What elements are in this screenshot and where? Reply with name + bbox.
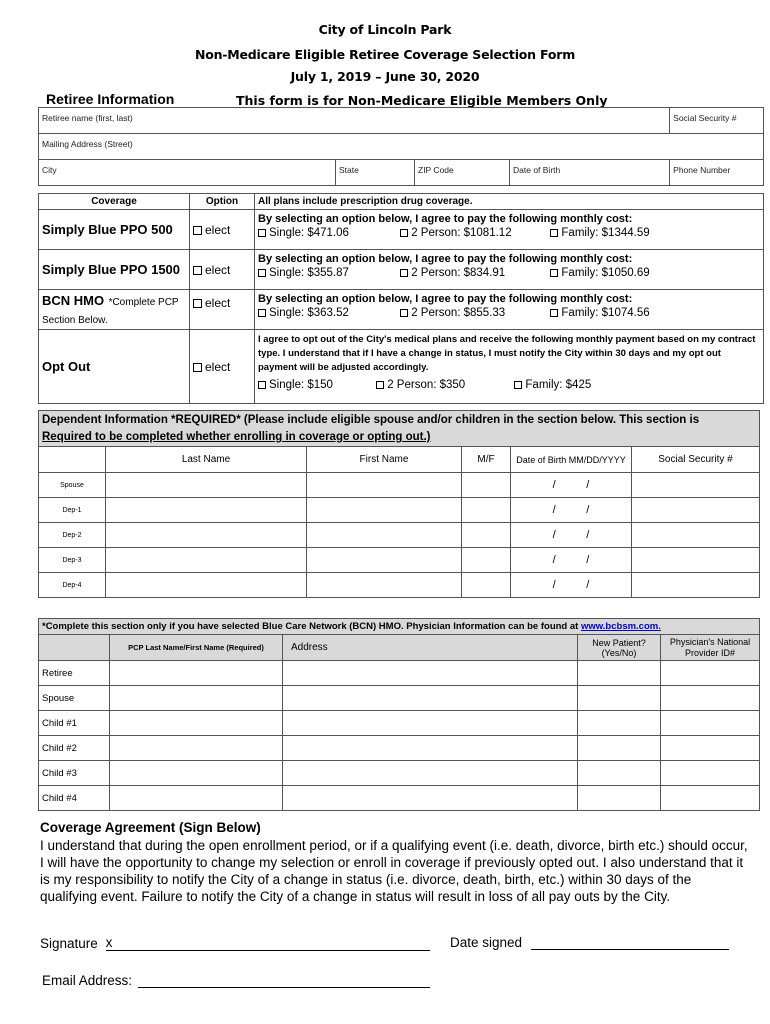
single-checkbox[interactable] — [258, 229, 266, 237]
family-checkbox[interactable] — [550, 229, 558, 237]
members-only-notice: This form is for Non-Medicare Eligible Members Only — [236, 93, 608, 108]
first-name-cell[interactable] — [307, 573, 462, 598]
row-label: Child #4 — [39, 786, 110, 811]
plan-name: Simply Blue PPO 500 — [42, 221, 173, 237]
pcp-name-cell[interactable] — [110, 711, 283, 736]
mf-cell[interactable] — [462, 548, 511, 573]
ssn-label: Social Security # — [673, 113, 737, 123]
date-signed-row — [450, 935, 729, 950]
dependent-row — [39, 473, 760, 498]
plan-row-ppo1500 — [39, 250, 764, 290]
last-name-cell[interactable] — [106, 498, 307, 523]
signature-row — [40, 935, 430, 951]
retiree-section-title: Retiree Information — [46, 91, 175, 107]
dependent-section-title — [39, 411, 760, 447]
email-label: Email Address: — [42, 973, 133, 988]
single-payment: Single: $150 — [269, 379, 333, 391]
elect-label: elect — [205, 262, 231, 277]
dob-cell[interactable]: / / — [511, 523, 632, 548]
first-name-cell[interactable] — [307, 473, 462, 498]
coverage-col-header: Coverage — [39, 194, 190, 210]
dependent-title-line2: Required to be completed whether enrolling in coverage or opting out.) — [42, 431, 431, 443]
checkbox-icon[interactable] — [193, 266, 202, 275]
plan-row-ppo500 — [39, 210, 764, 250]
family-payment: Family: $425 — [525, 379, 592, 391]
state-label: State — [339, 165, 359, 175]
first-name-header: First Name — [307, 447, 462, 473]
pcp-row — [39, 711, 760, 736]
row-label: Dep-1 — [39, 498, 106, 523]
row-label: Retiree — [39, 661, 110, 686]
row-label: Dep-2 — [39, 523, 106, 548]
last-name-cell[interactable] — [106, 523, 307, 548]
agreement-title: Coverage Agreement (Sign Below) — [40, 820, 261, 835]
pcp-address-cell[interactable] — [283, 711, 578, 736]
last-name-cell[interactable] — [106, 473, 307, 498]
new-patient-cell[interactable] — [578, 686, 661, 711]
elect-opt-out[interactable] — [190, 330, 255, 404]
new-patient-cell[interactable] — [578, 761, 661, 786]
pcp-row — [39, 786, 760, 811]
pcp-row — [39, 661, 760, 686]
npi-cell[interactable] — [661, 786, 760, 811]
dependent-row — [39, 498, 760, 523]
new-patient-header: New Patient? (Yes/No) — [578, 635, 661, 661]
last-name-cell[interactable] — [106, 548, 307, 573]
date-signed-label: Date signed — [450, 935, 523, 950]
email-line[interactable] — [138, 973, 430, 988]
email-row — [42, 973, 430, 988]
zip-label: ZIP Code — [418, 165, 454, 175]
npi-cell[interactable] — [661, 736, 760, 761]
pcp-instruction-text: *Complete this section only if you have selected Blue Care Network (BCN) HMO. Physician Information can be found at — [42, 621, 579, 632]
pcp-address-header: Address — [283, 635, 578, 661]
elect-label: elect — [205, 359, 231, 374]
coverage-table — [38, 193, 764, 404]
family-price: Family: $1344.59 — [561, 227, 650, 239]
pcp-name-cell[interactable] — [110, 736, 283, 761]
mf-cell[interactable] — [462, 473, 511, 498]
plan-agree-text: By selecting an option below, I agree to pay the following monthly cost: — [258, 213, 633, 225]
dob-label: Date of Birth — [513, 165, 561, 175]
plan-row-opt-out — [39, 330, 764, 404]
opt-out-text: I agree to opt out of the City's medical plans and receive the following monthly payment based on my contract type. I understand that if I have a change in status, I must notify the City within 30 days and my opt out payment will be adjusted accordingly. — [258, 334, 756, 373]
pcp-name-cell[interactable] — [110, 786, 283, 811]
npi-header: Physician's National Provider ID# — [661, 635, 760, 661]
plan-row-bcn-hmo — [39, 290, 764, 330]
new-patient-cell[interactable] — [578, 736, 661, 761]
dependent-title-line1: Dependent Information *REQUIRED* (Please include eligible spouse and/or children in the section below. This section is — [42, 414, 700, 426]
pcp-address-cell[interactable] — [283, 736, 578, 761]
pcp-row — [39, 736, 760, 761]
mf-header: M/F — [462, 447, 511, 473]
single-price: Single: $363.52 — [269, 307, 349, 319]
dependent-row — [39, 573, 760, 598]
pcp-name-cell[interactable] — [110, 686, 283, 711]
pcp-address-cell[interactable] — [283, 761, 578, 786]
checkbox-icon[interactable] — [193, 363, 202, 372]
pcp-row — [39, 686, 760, 711]
last-name-cell[interactable] — [106, 573, 307, 598]
dependent-table — [38, 410, 760, 598]
two-person-checkbox[interactable] — [376, 381, 384, 389]
zip-field[interactable] — [415, 160, 510, 186]
single-checkbox[interactable] — [258, 381, 266, 389]
elect-label: elect — [205, 296, 231, 310]
elect-label: elect — [205, 222, 231, 237]
ssn-cell[interactable] — [632, 523, 760, 548]
two-person-price: 2 Person: $855.33 — [411, 307, 506, 319]
pcp-name-cell[interactable] — [110, 661, 283, 686]
row-label: Child #2 — [39, 736, 110, 761]
plan-note: *Complete PCP — [108, 296, 179, 308]
pcp-address-cell[interactable] — [283, 786, 578, 811]
two-person-checkbox[interactable] — [400, 229, 408, 237]
pcp-address-cell[interactable] — [283, 686, 578, 711]
mailing-address-field[interactable] — [39, 134, 764, 160]
ssn-cell[interactable] — [632, 498, 760, 523]
ssn-cell[interactable] — [632, 548, 760, 573]
date-signed-line[interactable] — [531, 935, 729, 950]
two-person-checkbox[interactable] — [400, 269, 408, 277]
elect-ppo500[interactable] — [190, 210, 255, 250]
pcp-name-cell[interactable] — [110, 761, 283, 786]
retiree-name-field[interactable] — [39, 108, 670, 134]
plan-name: BCN HMO — [42, 292, 105, 308]
pcp-table — [38, 618, 760, 811]
form-city-title: City of Lincoln Park — [318, 22, 452, 37]
dependent-row — [39, 523, 760, 548]
dob-cell[interactable]: / / — [511, 473, 632, 498]
row-label: Dep-3 — [39, 548, 106, 573]
pcp-address-cell[interactable] — [283, 661, 578, 686]
family-price: Family: $1050.69 — [561, 267, 650, 279]
dob-cell[interactable]: / / — [511, 498, 632, 523]
family-checkbox[interactable] — [514, 381, 522, 389]
single-price: Single: $471.06 — [269, 227, 349, 239]
mf-cell[interactable] — [462, 573, 511, 598]
elect-ppo1500[interactable] — [190, 250, 255, 290]
signature-line[interactable] — [106, 935, 430, 951]
npi-cell[interactable] — [661, 686, 760, 711]
dependent-row — [39, 548, 760, 573]
opt-out-label: Opt Out — [42, 358, 91, 374]
mf-cell[interactable] — [462, 498, 511, 523]
family-checkbox[interactable] — [550, 309, 558, 317]
last-name-header: Last Name — [106, 447, 307, 473]
new-patient-cell[interactable] — [578, 786, 661, 811]
dob-cell[interactable]: / / — [511, 548, 632, 573]
new-patient-cell[interactable] — [578, 711, 661, 736]
state-field[interactable] — [336, 160, 415, 186]
row-label: Spouse — [39, 686, 110, 711]
form-title: Non-Medicare Eligible Retiree Coverage Selection Form — [194, 47, 576, 62]
npi-cell[interactable] — [661, 761, 760, 786]
npi-cell[interactable] — [661, 711, 760, 736]
checkbox-icon[interactable] — [193, 226, 202, 235]
single-price: Single: $355.87 — [269, 267, 349, 279]
first-name-cell[interactable] — [307, 548, 462, 573]
single-checkbox[interactable] — [258, 309, 266, 317]
ssn-header: Social Security # — [632, 447, 760, 473]
bcbsm-link[interactable]: www.bcbsm.com. — [580, 621, 661, 632]
row-label: Spouse — [39, 473, 106, 498]
city-field[interactable] — [39, 160, 336, 186]
two-person-payment: 2 Person: $350 — [387, 379, 466, 391]
plan-name: Simply Blue PPO 1500 — [42, 261, 181, 277]
family-price: Family: $1074.56 — [561, 307, 650, 319]
row-label: Dep-4 — [39, 573, 106, 598]
family-checkbox[interactable] — [550, 269, 558, 277]
city-label: City — [42, 165, 57, 175]
option-col-header: Option — [190, 194, 255, 210]
agreement-body: I understand that during the open enrollment period, or if a qualifying event (i.e. death, divorce, birth etc.) should occur, I will have the opportunity to change my selection or enroll in coverage if previously opted out. I also understand that it is my responsibility to notify the City of a change in status (i.e. divorce, death, birth, etc.) within 30 days of the qualifying event. Failure to notify the City of a change in status will result in loss of all pay outs by the City. — [40, 838, 748, 904]
new-patient-cell[interactable] — [578, 661, 661, 686]
mailing-address-label: Mailing Address (Street) — [42, 139, 133, 149]
two-person-price: 2 Person: $834.91 — [411, 267, 506, 279]
ssn-cell[interactable] — [632, 573, 760, 598]
row-label: Child #3 — [39, 761, 110, 786]
elect-bcn-hmo[interactable] — [190, 290, 255, 330]
plan-note-2: Section Below. — [42, 314, 108, 326]
dob-cell[interactable]: / / — [511, 573, 632, 598]
pcp-name-header: PCP Last Name/First Name (Required) — [110, 635, 283, 661]
ssn-field[interactable] — [670, 108, 764, 134]
plan-agree-text: By selecting an option below, I agree to pay the following monthly cost: — [258, 253, 633, 265]
first-name-cell[interactable] — [307, 523, 462, 548]
pcp-row — [39, 761, 760, 786]
dob-header: Date of Birth MM/DD/YYYY — [511, 447, 632, 473]
single-checkbox[interactable] — [258, 269, 266, 277]
retiree-info-table — [38, 107, 764, 186]
retiree-name-label: Retiree name (first, last) — [42, 113, 133, 123]
first-name-cell[interactable] — [307, 498, 462, 523]
signature-x-mark: x — [105, 935, 113, 950]
row-label: Child #1 — [39, 711, 110, 736]
plan-agree-text: By selecting an option below, I agree to pay the following monthly cost: — [258, 293, 633, 305]
signature-label: Signature — [40, 936, 98, 951]
npi-cell[interactable] — [661, 661, 760, 686]
mf-cell[interactable] — [462, 523, 511, 548]
phone-label: Phone Number — [673, 165, 731, 175]
pcp-instruction — [39, 619, 760, 635]
phone-field[interactable] — [670, 160, 764, 186]
plans-col-header: All plans include prescription drug coverage. — [255, 194, 764, 210]
checkbox-icon[interactable] — [193, 299, 202, 308]
two-person-price: 2 Person: $1081.12 — [411, 227, 512, 239]
two-person-checkbox[interactable] — [400, 309, 408, 317]
form-date-range: July 1, 2019 – June 30, 2020 — [290, 69, 480, 84]
dob-field[interactable] — [510, 160, 670, 186]
ssn-cell[interactable] — [632, 473, 760, 498]
